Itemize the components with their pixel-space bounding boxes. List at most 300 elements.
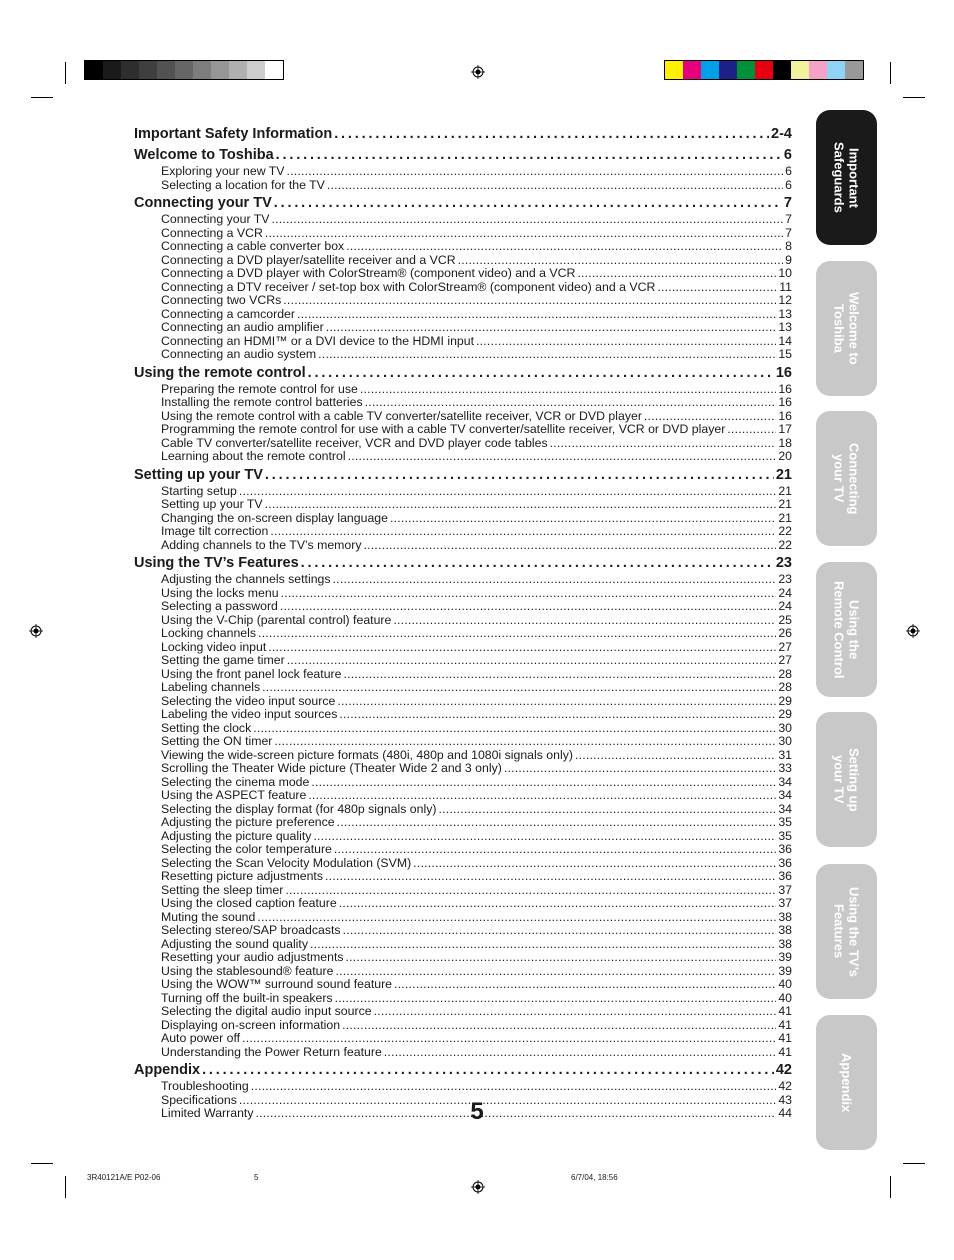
toc-entry-label: Learning about the remote control <box>161 449 346 463</box>
toc-entry[interactable] <box>134 654 792 668</box>
toc-entry-label: Using the front panel lock feature <box>161 666 342 681</box>
leader-dots <box>313 830 776 844</box>
toc-entry-label: Connecting a camcorder <box>161 306 295 321</box>
toc-entry-page: 9 <box>785 252 792 267</box>
toc-entry-page: 38 <box>778 923 792 937</box>
footer-date: 6/7/04, 18:56 <box>571 1173 618 1182</box>
toc-entry[interactable] <box>134 423 792 437</box>
color-swatch <box>157 61 175 79</box>
toc-entry-label: Selecting the digital audio input source <box>161 1004 372 1018</box>
color-swatch <box>121 61 139 79</box>
toc-section[interactable] <box>134 125 792 144</box>
leader-dots <box>265 466 774 485</box>
toc-entry-label: Selecting the Scan Velocity Modulation (SVM) <box>161 855 412 870</box>
toc-entry[interactable] <box>134 708 792 722</box>
toc-entry-page: 7 <box>785 212 792 226</box>
toc-entry-label: Using the V-Chip (parental control) feature <box>161 612 392 627</box>
color-swatch <box>665 61 683 79</box>
toc-entry-page: 30 <box>778 720 792 735</box>
leader-dots <box>342 1019 776 1033</box>
color-swatch <box>229 61 247 79</box>
toc-section[interactable] <box>134 364 792 383</box>
toc-entry-page: 24 <box>778 599 792 613</box>
toc-entry-page: 14 <box>778 333 792 348</box>
leader-dots <box>239 485 776 499</box>
toc-entry-label: Locking video input <box>161 639 267 654</box>
toc-entry-label: Adjusting the channels settings <box>161 572 331 586</box>
toc-entry-page: 21 <box>778 483 792 498</box>
toc-entry-label: Exploring your new TV <box>161 164 285 178</box>
toc-entry-page: 36 <box>778 842 792 856</box>
leader-dots <box>335 992 777 1006</box>
toc-entry[interactable] <box>134 992 792 1006</box>
toc-entry[interactable] <box>134 267 792 281</box>
toc-entry-label: Using the locks menu <box>161 585 279 600</box>
color-swatch <box>175 61 193 79</box>
toc-entry-page: 22 <box>778 537 792 552</box>
toc-entry-label: Connecting a cable converter box <box>161 239 345 253</box>
toc-entry-label: Connecting a VCR <box>161 225 263 240</box>
toc-entry-page: 34 <box>778 788 792 802</box>
toc-section-page: 6 <box>783 147 792 163</box>
leader-dots <box>346 951 777 965</box>
toc-entry-label: Setting the game timer <box>161 653 285 667</box>
toc-entry-label: Selecting a location for the TV <box>161 177 325 192</box>
toc-entry-label: Connecting your TV <box>161 212 270 226</box>
toc-entry-page: 22 <box>778 524 792 538</box>
leader-dots <box>326 321 777 335</box>
toc-entry-page: 43 <box>778 1092 792 1107</box>
toc-entry[interactable] <box>134 587 792 601</box>
toc-entry-label: Scrolling the Theater Wide picture (Theater Wide 2 and 3 only) <box>161 761 502 775</box>
toc-entry[interactable] <box>134 668 792 682</box>
toc-entry[interactable] <box>134 1080 792 1094</box>
toc-entry-page: 16 <box>778 381 792 396</box>
leader-dots <box>251 1080 777 1094</box>
leader-dots <box>550 437 777 451</box>
leader-dots <box>268 641 776 655</box>
leader-dots <box>365 396 777 410</box>
toc-entry-label: Turning off the built-in speakers <box>161 990 333 1005</box>
toc-entry-page: 11 <box>779 279 792 294</box>
toc-entry[interactable] <box>134 924 792 938</box>
side-tab-label: Important Safeguards <box>831 142 862 213</box>
toc-entry-label: Setting the ON timer <box>161 734 273 748</box>
leader-dots <box>253 722 776 736</box>
side-tab-label: Setting up your TV <box>831 747 862 812</box>
toc-entry[interactable] <box>134 938 792 952</box>
toc-entry-label: Setting the sleep timer <box>161 882 284 897</box>
toc-entry[interactable] <box>134 1046 792 1060</box>
toc-entry-label: Labeling channels <box>161 680 261 694</box>
toc-entry-page: 7 <box>785 225 792 240</box>
toc-entry-label: Adding channels to the TV’s memory <box>161 537 362 552</box>
toc-entry-page: 29 <box>778 707 792 721</box>
toc-entry[interactable] <box>134 1005 792 1019</box>
leader-dots <box>413 857 776 871</box>
color-swatch <box>265 61 283 79</box>
toc-entry-label: Setting the clock <box>161 720 252 735</box>
color-swatch <box>211 61 229 79</box>
toc-entry-page: 8 <box>785 239 792 253</box>
toc-entry-page: 17 <box>778 422 792 436</box>
toc-entry[interactable] <box>134 951 792 965</box>
toc-entry[interactable] <box>134 539 792 553</box>
toc-entry[interactable] <box>134 498 792 512</box>
toc-section[interactable] <box>134 146 792 165</box>
toc-section-page: 16 <box>775 364 792 381</box>
leader-dots <box>504 762 776 776</box>
toc-entry[interactable] <box>134 749 792 763</box>
toc-entry-page: 34 <box>778 801 792 816</box>
toc-entry[interactable] <box>134 1019 792 1033</box>
leader-dots <box>334 125 769 144</box>
toc-entry[interactable] <box>134 383 792 397</box>
toc-entry-page: 38 <box>778 909 792 924</box>
toc-entry[interactable] <box>134 450 792 464</box>
color-swatch <box>845 61 863 79</box>
leader-dots <box>280 600 776 614</box>
leader-dots <box>274 194 782 213</box>
leader-dots <box>327 179 783 193</box>
toc-entry[interactable] <box>134 641 792 655</box>
toc-entry-page: 13 <box>778 320 792 334</box>
toc-entry-label: Selecting stereo/SAP broadcasts <box>161 923 341 937</box>
leader-dots <box>348 450 777 464</box>
toc-entry[interactable] <box>134 600 792 614</box>
toc-entry-page: 37 <box>778 882 792 897</box>
leader-dots <box>325 870 776 884</box>
toc-entry-page: 29 <box>778 693 792 708</box>
leader-dots <box>343 924 777 938</box>
color-swatch <box>827 61 845 79</box>
leader-dots <box>297 308 776 322</box>
toc-entry[interactable] <box>134 843 792 857</box>
toc-entry[interactable] <box>134 294 792 308</box>
toc-section-title: Welcome to Toshiba <box>134 147 274 163</box>
toc-entry-label: Programming the remote control for use with a cable TV converter/satellite receiver, VCR or DVD player <box>161 422 726 436</box>
toc-entry-page: 21 <box>778 510 792 525</box>
toc-entry-label: Using the closed caption feature <box>161 896 337 910</box>
toc-entry-page: 42 <box>778 1079 792 1093</box>
toc-entry[interactable] <box>134 857 792 871</box>
toc-entry-label: Changing the on-screen display language <box>161 510 388 525</box>
toc-entry-label: Connecting an audio amplifier <box>161 320 324 334</box>
toc-entry-label: Selecting the video input source <box>161 693 336 708</box>
toc-section-page: 7 <box>783 195 792 211</box>
toc-entry-page: 44 <box>778 1106 792 1120</box>
toc-entry-label: Setting up your TV <box>161 497 263 511</box>
registration-mark-icon <box>29 624 43 638</box>
side-tab[interactable] <box>816 712 877 847</box>
toc-entry[interactable] <box>134 978 792 992</box>
registration-mark-icon <box>906 624 920 638</box>
leader-dots <box>281 587 777 601</box>
toc-entry-label: Connecting an HDMI™ or a DVI device to the HDMI input <box>161 333 475 348</box>
toc-section-title: Appendix <box>134 1062 201 1078</box>
toc-entry[interactable] <box>134 762 792 776</box>
toc-section[interactable] <box>134 554 792 573</box>
toc-entry[interactable] <box>134 789 792 803</box>
toc-entry-label: Selecting the display format (for 480p signals only) <box>161 801 437 816</box>
toc-entry-page: 40 <box>778 977 792 991</box>
side-tab-label: Welcome to Toshiba <box>831 292 862 365</box>
leader-dots <box>276 146 782 165</box>
color-swatch <box>85 61 103 79</box>
leader-dots <box>308 789 776 803</box>
leader-dots <box>311 776 776 790</box>
toc-section[interactable] <box>134 1061 792 1080</box>
toc-entry[interactable] <box>134 240 792 254</box>
color-swatch <box>139 61 157 79</box>
toc-entry[interactable] <box>134 897 792 911</box>
leader-dots <box>339 708 776 722</box>
toc-entry[interactable] <box>134 722 792 736</box>
gray-calibration-strip <box>84 60 284 80</box>
toc-entry[interactable] <box>134 911 792 925</box>
toc-entry-page: 37 <box>778 896 792 910</box>
toc-entry[interactable] <box>134 1032 792 1046</box>
color-swatch <box>247 61 265 79</box>
toc-section-title: Using the remote control <box>134 364 306 381</box>
toc-entry[interactable] <box>134 335 792 349</box>
toc-entry-page: 39 <box>778 963 792 978</box>
leader-dots <box>202 1061 774 1080</box>
toc-entry[interactable] <box>134 396 792 410</box>
toc-entry[interactable] <box>134 485 792 499</box>
toc-entry[interactable] <box>134 735 792 749</box>
toc-entry-page: 26 <box>778 626 792 640</box>
toc-entry[interactable] <box>134 627 792 641</box>
leader-dots <box>476 335 776 349</box>
leader-dots <box>265 498 777 512</box>
toc-entry-page: 30 <box>778 734 792 748</box>
toc-entry-page: 13 <box>778 306 792 321</box>
toc-entry-page: 31 <box>778 747 792 762</box>
toc-section[interactable] <box>134 466 792 485</box>
color-swatch <box>103 61 121 79</box>
toc-entry[interactable] <box>134 348 792 362</box>
toc-entry-label: Connecting a DVD player/satellite receiver and a VCR <box>161 252 456 267</box>
toc-entry[interactable] <box>134 410 792 424</box>
footer-job-code: 3R40121A/E P02-06 <box>87 1173 161 1182</box>
leader-dots <box>285 884 776 898</box>
toc-entry-page: 41 <box>778 1031 792 1045</box>
color-swatch <box>683 61 701 79</box>
toc-entry-label: Troubleshooting <box>161 1079 249 1093</box>
toc-section[interactable] <box>134 194 792 213</box>
toc-entry-page: 40 <box>778 990 792 1005</box>
leader-dots <box>271 213 783 227</box>
toc-section-page: 2-4 <box>771 126 792 142</box>
leader-dots <box>265 227 783 241</box>
toc-entry-label: Resetting picture adjustments <box>161 869 323 883</box>
toc-entry-label: Resetting your audio adjustments <box>161 950 344 964</box>
color-swatch <box>791 61 809 79</box>
leader-dots <box>334 843 776 857</box>
leader-dots <box>390 512 776 526</box>
toc-entry-page: 6 <box>785 177 792 192</box>
leader-dots <box>318 348 776 362</box>
toc-entry-page: 12 <box>778 293 792 307</box>
color-swatch <box>193 61 211 79</box>
toc-entry-page: 6 <box>785 164 792 178</box>
leader-dots <box>384 1046 777 1060</box>
toc-entry-label: Image tilt correction <box>161 524 269 538</box>
leader-dots <box>394 978 776 992</box>
leader-dots <box>337 695 776 709</box>
toc-entry-label: Preparing the remote control for use <box>161 381 358 396</box>
leader-dots <box>283 294 776 308</box>
toc-entry[interactable] <box>134 281 792 295</box>
leader-dots <box>258 627 776 641</box>
toc-entry-label: Labeling the video input sources <box>161 707 338 721</box>
toc-entry-page: 28 <box>778 680 792 694</box>
toc-entry-page: 24 <box>778 585 792 600</box>
toc-entry-label: Viewing the wide-screen picture formats (480i, 480p and 1080i signals only) <box>161 747 573 762</box>
toc-entry-label: Connecting a DVD player with ColorStream® (component video) and a VCR <box>161 266 576 280</box>
leader-dots <box>393 614 776 628</box>
toc-entry-page: 28 <box>778 666 792 681</box>
leader-dots <box>287 654 777 668</box>
toc-entry-page: 10 <box>778 266 792 280</box>
toc-entry-page: 27 <box>778 653 792 667</box>
toc-entry-page: 34 <box>778 774 792 789</box>
toc-entry-label: Connecting a DTV receiver / set-top box with ColorStream® (component video) and a VCR <box>161 279 656 294</box>
side-tab[interactable] <box>816 411 877 546</box>
leader-dots <box>335 965 776 979</box>
toc-entry[interactable] <box>134 227 792 241</box>
toc-entry[interactable] <box>134 254 792 268</box>
toc-entry[interactable] <box>134 884 792 898</box>
toc-entry-label: Connecting two VCRs <box>161 293 282 307</box>
leader-dots <box>575 749 776 763</box>
toc-entry[interactable] <box>134 695 792 709</box>
leader-dots <box>308 364 774 383</box>
toc-entry-label: Adjusting the picture quality <box>161 828 312 843</box>
leader-dots <box>577 267 776 281</box>
toc-entry[interactable] <box>134 573 792 587</box>
toc-entry-label: Connecting an audio system <box>161 347 317 361</box>
toc-entry-page: 35 <box>778 828 792 843</box>
toc-entry[interactable] <box>134 830 792 844</box>
registration-mark-icon <box>471 1180 485 1194</box>
toc-entry-page: 41 <box>778 1044 792 1059</box>
leader-dots <box>727 423 776 437</box>
toc-entry[interactable] <box>134 437 792 451</box>
color-swatch <box>755 61 773 79</box>
toc-entry[interactable] <box>134 525 792 539</box>
toc-entry-label: Adjusting the sound quality <box>161 936 308 951</box>
toc-entry[interactable] <box>134 321 792 335</box>
side-tab-label: Appendix <box>839 1052 854 1113</box>
toc-entry[interactable] <box>134 165 792 179</box>
leader-dots <box>301 554 774 573</box>
registration-mark-icon <box>471 65 485 79</box>
leader-dots <box>438 803 776 817</box>
footer-page: 5 <box>254 1173 259 1182</box>
toc-entry[interactable] <box>134 681 792 695</box>
toc-entry-label: Using the WOW™ surround sound feature <box>161 977 393 991</box>
leader-dots <box>360 383 776 397</box>
side-tab[interactable] <box>816 110 877 245</box>
toc-entry[interactable] <box>134 965 792 979</box>
side-tab[interactable] <box>816 261 877 396</box>
toc-entry[interactable] <box>134 179 792 193</box>
toc-entry-page: 38 <box>778 936 792 951</box>
toc-entry[interactable] <box>134 308 792 322</box>
leader-dots <box>657 281 777 295</box>
side-tab-label: Using the TV’s Features <box>831 886 862 977</box>
toc-entry-label: Understanding the Power Return feature <box>161 1044 382 1059</box>
color-swatch <box>773 61 791 79</box>
toc-entry-page: 27 <box>778 639 792 654</box>
toc-entry-label: Displaying on-screen information <box>161 1017 341 1032</box>
leader-dots <box>310 938 776 952</box>
toc-entry-page: 36 <box>778 855 792 870</box>
side-tab[interactable] <box>816 562 877 697</box>
toc-entry[interactable] <box>134 776 792 790</box>
toc-entry-label: Using the ASPECT feature <box>161 788 307 802</box>
toc-entry-label: Using the stablesound® feature <box>161 963 334 978</box>
toc-entry-page: 16 <box>778 408 792 423</box>
toc-entry[interactable] <box>134 614 792 628</box>
toc-entry-page: 39 <box>778 950 792 964</box>
side-tab-label: Connecting your TV <box>831 442 862 515</box>
leader-dots <box>274 735 776 749</box>
toc-entry[interactable] <box>134 870 792 884</box>
toc-entry[interactable] <box>134 803 792 817</box>
toc-entry-label: Cable TV converter/satellite receiver, VCR and DVD player code tables <box>161 435 548 450</box>
toc-entry[interactable] <box>134 512 792 526</box>
color-calibration-strip <box>664 60 864 80</box>
leader-dots <box>364 539 777 553</box>
toc-entry-page: 41 <box>778 1017 792 1032</box>
leader-dots <box>644 410 776 424</box>
side-tab[interactable] <box>816 1015 877 1150</box>
side-tab-label: Using the Remote Control <box>831 580 862 679</box>
leader-dots <box>262 681 776 695</box>
toc-section-page: 23 <box>775 555 792 571</box>
toc-entry-label: Selecting the color temperature <box>161 842 332 856</box>
toc-entry-label: Muting the sound <box>161 909 256 924</box>
table-of-contents <box>134 125 792 1121</box>
toc-entry-page: 16 <box>778 395 792 409</box>
toc-entry-label: Selecting a password <box>161 599 278 613</box>
toc-entry-page: 15 <box>778 347 792 361</box>
leader-dots <box>346 240 783 254</box>
toc-entry-page: 18 <box>778 435 792 450</box>
toc-entry-label: Locking channels <box>161 626 257 640</box>
toc-entry-page: 41 <box>778 1004 792 1018</box>
color-swatch <box>701 61 719 79</box>
toc-entry[interactable] <box>134 816 792 830</box>
toc-entry-page: 21 <box>778 497 792 511</box>
toc-entry[interactable] <box>134 213 792 227</box>
toc-entry-label: Adjusting the picture preference <box>161 815 335 829</box>
leader-dots <box>374 1005 777 1019</box>
side-tab[interactable] <box>816 864 877 999</box>
toc-entry-label: Starting setup <box>161 483 237 498</box>
leader-dots <box>287 165 784 179</box>
page-number: 5 <box>470 1098 484 1125</box>
leader-dots <box>270 525 776 539</box>
leader-dots <box>242 1032 776 1046</box>
leader-dots <box>333 573 777 587</box>
toc-entry-page: 20 <box>778 449 792 463</box>
toc-section-title: Using the TV’s Features <box>134 555 299 571</box>
toc-entry-label: Using the remote control with a cable TV converter/satellite receiver, VCR or DVD player <box>161 408 642 423</box>
